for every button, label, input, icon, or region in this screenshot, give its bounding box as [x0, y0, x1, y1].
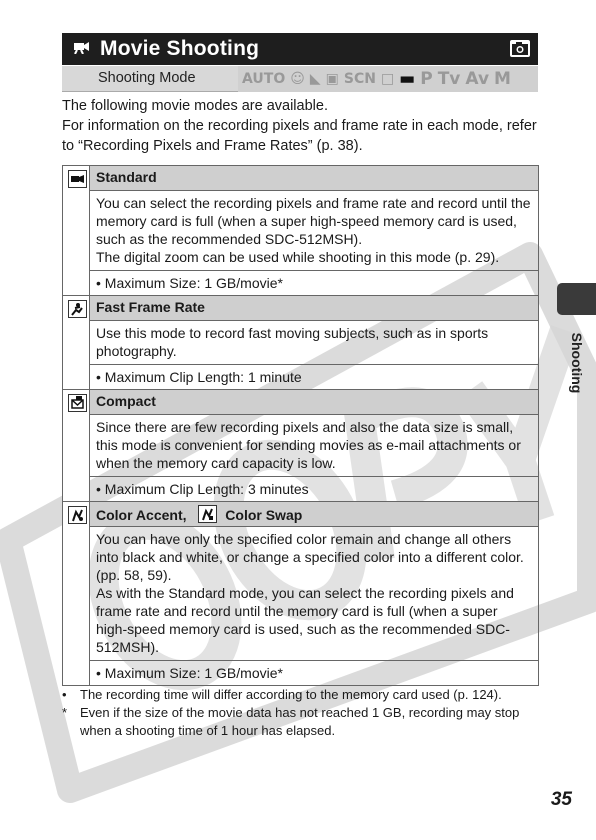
mode-bullet-standard: • Maximum Size: 1 GB/movie* [90, 271, 539, 296]
footnote-1-mark: • [62, 687, 67, 702]
fast-frame-icon-cell [63, 296, 90, 390]
page-title: Movie Shooting [100, 37, 260, 60]
footnote-1 [62, 686, 538, 704]
page-number: 35 [550, 789, 572, 810]
footnotes [62, 686, 538, 740]
footnote-2 [62, 704, 538, 740]
footnote-1-text: The recording time will differ according to the memory card used (p. 124). [80, 687, 502, 702]
footnote-2-mark: * [62, 705, 68, 720]
color-icon-cell [63, 502, 90, 686]
mode-movie-icon: ▬ [399, 69, 416, 89]
section-label-text: Shooting [569, 332, 585, 394]
standard-movie-icon [68, 170, 87, 188]
mode-bullet-compact: • Maximum Clip Length: 3 minutes [90, 477, 539, 502]
mode-desc-color-1: You can have only the specified color remain and change all others into black and white, or change a specified color into a different color. (pp. 58, 59). [96, 531, 524, 583]
mode-m-icon: M [494, 69, 511, 89]
mode-header-standard: Standard [90, 166, 539, 191]
fast-frame-rate-icon [68, 300, 87, 318]
mode-desc-compact: Since there are few recording pixels and also the data size is small, this mode is convenient for sending movies as e-mail attachments or when the memory card capacity is low. [90, 415, 539, 477]
color-accent-icon [68, 506, 87, 524]
shooting-mode-label: Shooting Mode [98, 70, 196, 86]
intro-line-2: For information on the recording pixels and frame rate in each mode, refer to “Recording Pixels and Frame Rates” (p. 38). [62, 118, 537, 154]
mode-icons [238, 66, 538, 92]
mode-scn-icon: SCN [343, 71, 376, 87]
standard-icon-cell [63, 166, 90, 296]
mode-portrait-icon: ☺ [290, 71, 305, 87]
mode-header-fast-frame-rate: Fast Frame Rate [90, 296, 539, 321]
mode-av-icon: Av [465, 69, 490, 89]
movie-camera-icon [74, 40, 90, 59]
mode-header-color-accent: Color Accent, [96, 507, 187, 523]
color-swap-icon [198, 505, 217, 523]
mode-header-compact: Compact [90, 390, 539, 415]
section-tab [557, 283, 596, 315]
mode-desc-color [90, 527, 539, 661]
mode-desc-fast-frame-rate: Use this mode to record fast moving subjects, such as in sports photography. [90, 321, 539, 365]
compact-icon [68, 394, 87, 412]
mode-desc-color-2: As with the Standard mode, you can select the recording pixels and frame rate and record until the memory card is full (when a super high-speed memory card is used, such as the recommended SDC-512MSH). [96, 585, 514, 655]
mode-desc-standard-1: You can select the recording pixels and frame rate and record until the memory card is full (when a super high-speed memory card is used, such as the recommended SDC-512MSH). [96, 195, 531, 247]
movie-modes-table [62, 165, 539, 686]
mode-header-color [90, 502, 539, 527]
compact-icon-cell [63, 390, 90, 502]
footnote-2-text: Even if the size of the movie data has not reached 1 GB, recording may stop when a shooting time of 1 hour has elapsed. [80, 705, 520, 738]
mode-landscape-icon: ◣ [309, 71, 321, 87]
intro-line-1: The following movie modes are available. [62, 98, 328, 114]
mode-auto-icon: AUTO [242, 71, 286, 87]
title-bar [62, 33, 538, 65]
mode-stitch-icon: □ [380, 71, 395, 87]
mode-bullet-fast-frame-rate: • Maximum Clip Length: 1 minute [90, 365, 539, 390]
mode-night-icon: ▣ [325, 71, 339, 87]
mode-desc-standard-2: The digital zoom can be used while shooting in this mode (p. 29). [96, 249, 500, 265]
section-label [567, 323, 587, 403]
mode-p-icon: P [420, 69, 433, 89]
shooting-mode-bar [62, 66, 538, 92]
camera-icon [510, 40, 530, 57]
mode-header-color-swap: Color Swap [225, 507, 303, 523]
mode-bullet-color: • Maximum Size: 1 GB/movie* [90, 661, 539, 686]
mode-tv-icon: Tv [437, 69, 461, 89]
mode-desc-standard [90, 191, 539, 271]
intro-text [62, 96, 538, 156]
